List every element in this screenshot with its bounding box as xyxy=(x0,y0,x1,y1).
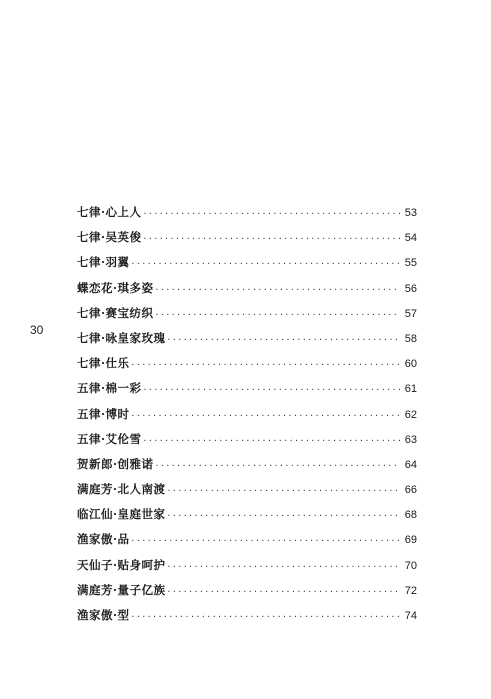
toc-leader-dots xyxy=(155,453,400,478)
toc-leader-dots xyxy=(155,277,400,302)
toc-entry-title: 五律·艾伦雪 xyxy=(77,431,142,446)
toc-entry[interactable] xyxy=(77,578,417,603)
toc-leader-dots xyxy=(131,352,400,377)
toc-entry[interactable] xyxy=(77,452,417,477)
toc-entry-title: 七律·心上人 xyxy=(77,205,142,219)
toc-entry-title: 贺新郎·创雅诺 xyxy=(77,456,154,471)
toc-leader-dots xyxy=(143,201,400,226)
toc-entry-page: 66 xyxy=(404,484,417,497)
toc-leader-dots xyxy=(143,377,400,402)
toc-leader-dots xyxy=(131,604,400,629)
toc-entry[interactable] xyxy=(77,427,417,452)
toc-leader-dots xyxy=(155,302,400,327)
toc-entry-page: 54 xyxy=(404,232,417,245)
page-number: 30 xyxy=(30,323,44,337)
toc-entry[interactable] xyxy=(77,351,417,376)
toc-entry-title: 临江仙·皇庭世家 xyxy=(77,507,166,522)
table-of-contents xyxy=(77,200,417,628)
toc-leader-dots xyxy=(167,327,400,352)
toc-leader-dots xyxy=(143,428,400,453)
toc-entry-page: 61 xyxy=(404,383,417,396)
toc-entry-page: 68 xyxy=(404,509,417,522)
toc-entry[interactable] xyxy=(77,553,417,578)
toc-entry-page: 57 xyxy=(404,307,417,320)
toc-entry[interactable] xyxy=(77,402,417,427)
toc-entry-title: 七律·咏皇家玫瑰 xyxy=(77,330,166,345)
toc-entry-title: 天仙子·贴身呵护 xyxy=(77,557,166,572)
toc-entry-title: 满庭芳·北人南渡 xyxy=(77,482,166,497)
toc-entry-page: 72 xyxy=(404,584,417,597)
toc-entry-page: 55 xyxy=(404,257,417,270)
toc-entry-page: 74 xyxy=(404,610,417,622)
toc-leader-dots xyxy=(131,251,400,276)
toc-entry-page: 56 xyxy=(404,282,417,295)
toc-entry[interactable] xyxy=(77,301,417,326)
toc-entry-title: 蝶恋花·琪多姿 xyxy=(77,280,154,295)
toc-entry[interactable] xyxy=(77,376,417,401)
toc-leader-dots xyxy=(167,554,400,579)
toc-entry-title: 七律·赛宝纺织 xyxy=(77,305,154,320)
toc-entry[interactable] xyxy=(77,527,417,552)
toc-entry-page: 70 xyxy=(404,559,417,572)
toc-entry-page: 64 xyxy=(404,458,417,471)
toc-entry-page: 60 xyxy=(404,358,417,371)
toc-leader-dots xyxy=(167,503,400,528)
toc-entry[interactable] xyxy=(77,603,417,628)
toc-entry[interactable] xyxy=(77,225,417,250)
toc-entry[interactable] xyxy=(77,276,417,301)
toc-entry[interactable] xyxy=(77,477,417,502)
toc-entry[interactable] xyxy=(77,502,417,527)
toc-entry-title: 七律·仕乐 xyxy=(77,356,130,371)
toc-entry-title: 五律·棉一彩 xyxy=(77,381,142,396)
toc-entry-title: 七律·吴英俊 xyxy=(77,230,142,245)
toc-entry-title: 渔家傲·型 xyxy=(77,608,130,622)
toc-entry[interactable] xyxy=(77,326,417,351)
toc-entry-page: 53 xyxy=(404,207,417,219)
toc-leader-dots xyxy=(143,226,400,251)
toc-entry-title: 满庭芳·量子亿族 xyxy=(77,582,166,597)
toc-entry[interactable] xyxy=(77,200,417,225)
toc-entry-title: 渔家傲·品 xyxy=(77,532,130,547)
toc-leader-dots xyxy=(131,528,400,553)
toc-entry-title: 五律·博时 xyxy=(77,406,130,421)
toc-leader-dots xyxy=(131,403,400,428)
toc-leader-dots xyxy=(167,478,400,503)
toc-entry-page: 62 xyxy=(404,408,417,421)
toc-entry-page: 58 xyxy=(404,332,417,345)
toc-entry-title: 七律·羽翼 xyxy=(77,255,130,270)
toc-leader-dots xyxy=(167,579,400,604)
toc-entry-page: 63 xyxy=(404,433,417,446)
toc-entry-page: 69 xyxy=(404,534,417,547)
toc-entry[interactable] xyxy=(77,250,417,275)
